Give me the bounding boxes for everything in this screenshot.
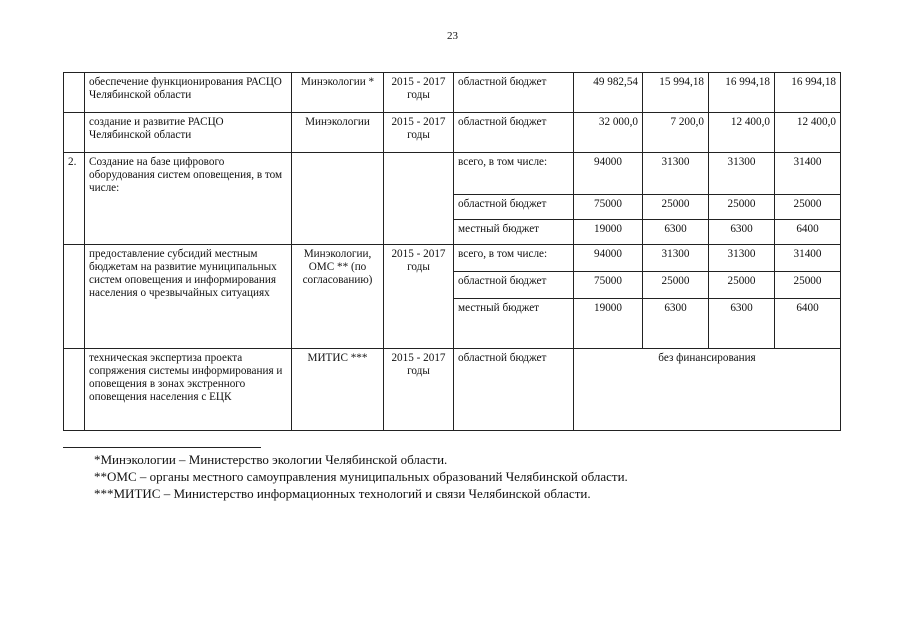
- total-cell: 32 000,0: [574, 113, 643, 153]
- year-2016-cell: 31300: [709, 245, 775, 272]
- year-2015-cell: 6300: [643, 220, 709, 245]
- responsible-cell: МИТИС ***: [292, 349, 384, 431]
- footnote: **ОМС – органы местного самоуправления муниципальных образований Челябинской области.: [94, 469, 628, 484]
- year-2017-cell: 12 400,0: [775, 113, 841, 153]
- total-cell: 75000: [574, 272, 643, 299]
- total-cell: 49 982,54: [574, 73, 643, 113]
- year-2015-cell: 25000: [643, 195, 709, 220]
- year-2016-cell: 25000: [709, 272, 775, 299]
- footnote: ***МИТИС – Министерство информационных технологий и связи Челябинской области.: [94, 486, 591, 501]
- table-row: [64, 245, 841, 272]
- total-cell: 75000: [574, 195, 643, 220]
- footnote: *Минэкологии – Министерство экологии Челябинской области.: [94, 452, 448, 467]
- year-2015-cell: 31300: [643, 153, 709, 195]
- activity-name-cell: предоставление субсидий местным бюджетам на развитие муниципальных систем оповещения и информирования населения о чрезвычайных ситуациях: [85, 245, 292, 349]
- period-cell: 2015 - 2017 годы: [384, 113, 454, 153]
- funding-source-cell: всего, в том числе:: [454, 245, 574, 272]
- responsible-cell: [292, 153, 384, 245]
- year-2017-cell: 16 994,18: [775, 73, 841, 113]
- total-cell: 19000: [574, 220, 643, 245]
- funding-source-cell: областной бюджет: [454, 349, 574, 431]
- year-2016-cell: 12 400,0: [709, 113, 775, 153]
- funding-source-cell: областной бюджет: [454, 113, 574, 153]
- row-number-cell: [64, 245, 85, 349]
- year-2015-cell: 31300: [643, 245, 709, 272]
- period-cell: [384, 153, 454, 245]
- budget-table: [63, 72, 841, 431]
- period-cell: 2015 - 2017 годы: [384, 73, 454, 113]
- row-number-cell: [64, 349, 85, 431]
- activity-name-cell: Создание на базе цифрового оборудования систем оповещения, в том числе:: [85, 153, 292, 245]
- year-2016-cell: 31300: [709, 153, 775, 195]
- year-2016-cell: 6300: [709, 299, 775, 349]
- row-number-cell: [64, 73, 85, 113]
- total-cell: 94000: [574, 245, 643, 272]
- year-2017-cell: 6400: [775, 299, 841, 349]
- responsible-cell: Минэкологии, ОМС ** (по согласованию): [292, 245, 384, 349]
- year-2017-cell: 31400: [775, 153, 841, 195]
- year-2016-cell: 16 994,18: [709, 73, 775, 113]
- period-cell: 2015 - 2017 годы: [384, 245, 454, 349]
- responsible-cell: Минэкологии *: [292, 73, 384, 113]
- table-row: [64, 349, 841, 431]
- funding-source-cell: всего, в том числе:: [454, 153, 574, 195]
- row-number-cell: 2.: [64, 153, 85, 245]
- funding-source-cell: областной бюджет: [454, 73, 574, 113]
- funding-source-cell: местный бюджет: [454, 220, 574, 245]
- footnotes: [94, 451, 628, 502]
- table-row: [64, 113, 841, 153]
- activity-name-cell: техническая экспертиза проекта сопряжения системы информирования и оповещения в зонах экстренного оповещения населения с ЕЦК: [85, 349, 292, 431]
- period-cell: 2015 - 2017 годы: [384, 349, 454, 431]
- responsible-cell: Минэкологии: [292, 113, 384, 153]
- total-cell: 19000: [574, 299, 643, 349]
- row-number-cell: [64, 113, 85, 153]
- footnote-divider: [63, 447, 261, 448]
- year-2017-cell: 31400: [775, 245, 841, 272]
- funding-note-cell: без финансирования: [574, 349, 841, 431]
- total-cell: 94000: [574, 153, 643, 195]
- table-row: [64, 153, 841, 195]
- year-2015-cell: 25000: [643, 272, 709, 299]
- year-2015-cell: 15 994,18: [643, 73, 709, 113]
- year-2015-cell: 7 200,0: [643, 113, 709, 153]
- funding-source-cell: областной бюджет: [454, 272, 574, 299]
- year-2017-cell: 25000: [775, 195, 841, 220]
- year-2015-cell: 6300: [643, 299, 709, 349]
- activity-name-cell: обеспечение функционирования РАСЦО Челябинской области: [85, 73, 292, 113]
- year-2016-cell: 25000: [709, 195, 775, 220]
- page-number: 23: [447, 30, 458, 42]
- year-2017-cell: 6400: [775, 220, 841, 245]
- table-row: [64, 73, 841, 113]
- funding-source-cell: местный бюджет: [454, 299, 574, 349]
- year-2016-cell: 6300: [709, 220, 775, 245]
- funding-source-cell: областной бюджет: [454, 195, 574, 220]
- year-2017-cell: 25000: [775, 272, 841, 299]
- activity-name-cell: создание и развитие РАСЦО Челябинской области: [85, 113, 292, 153]
